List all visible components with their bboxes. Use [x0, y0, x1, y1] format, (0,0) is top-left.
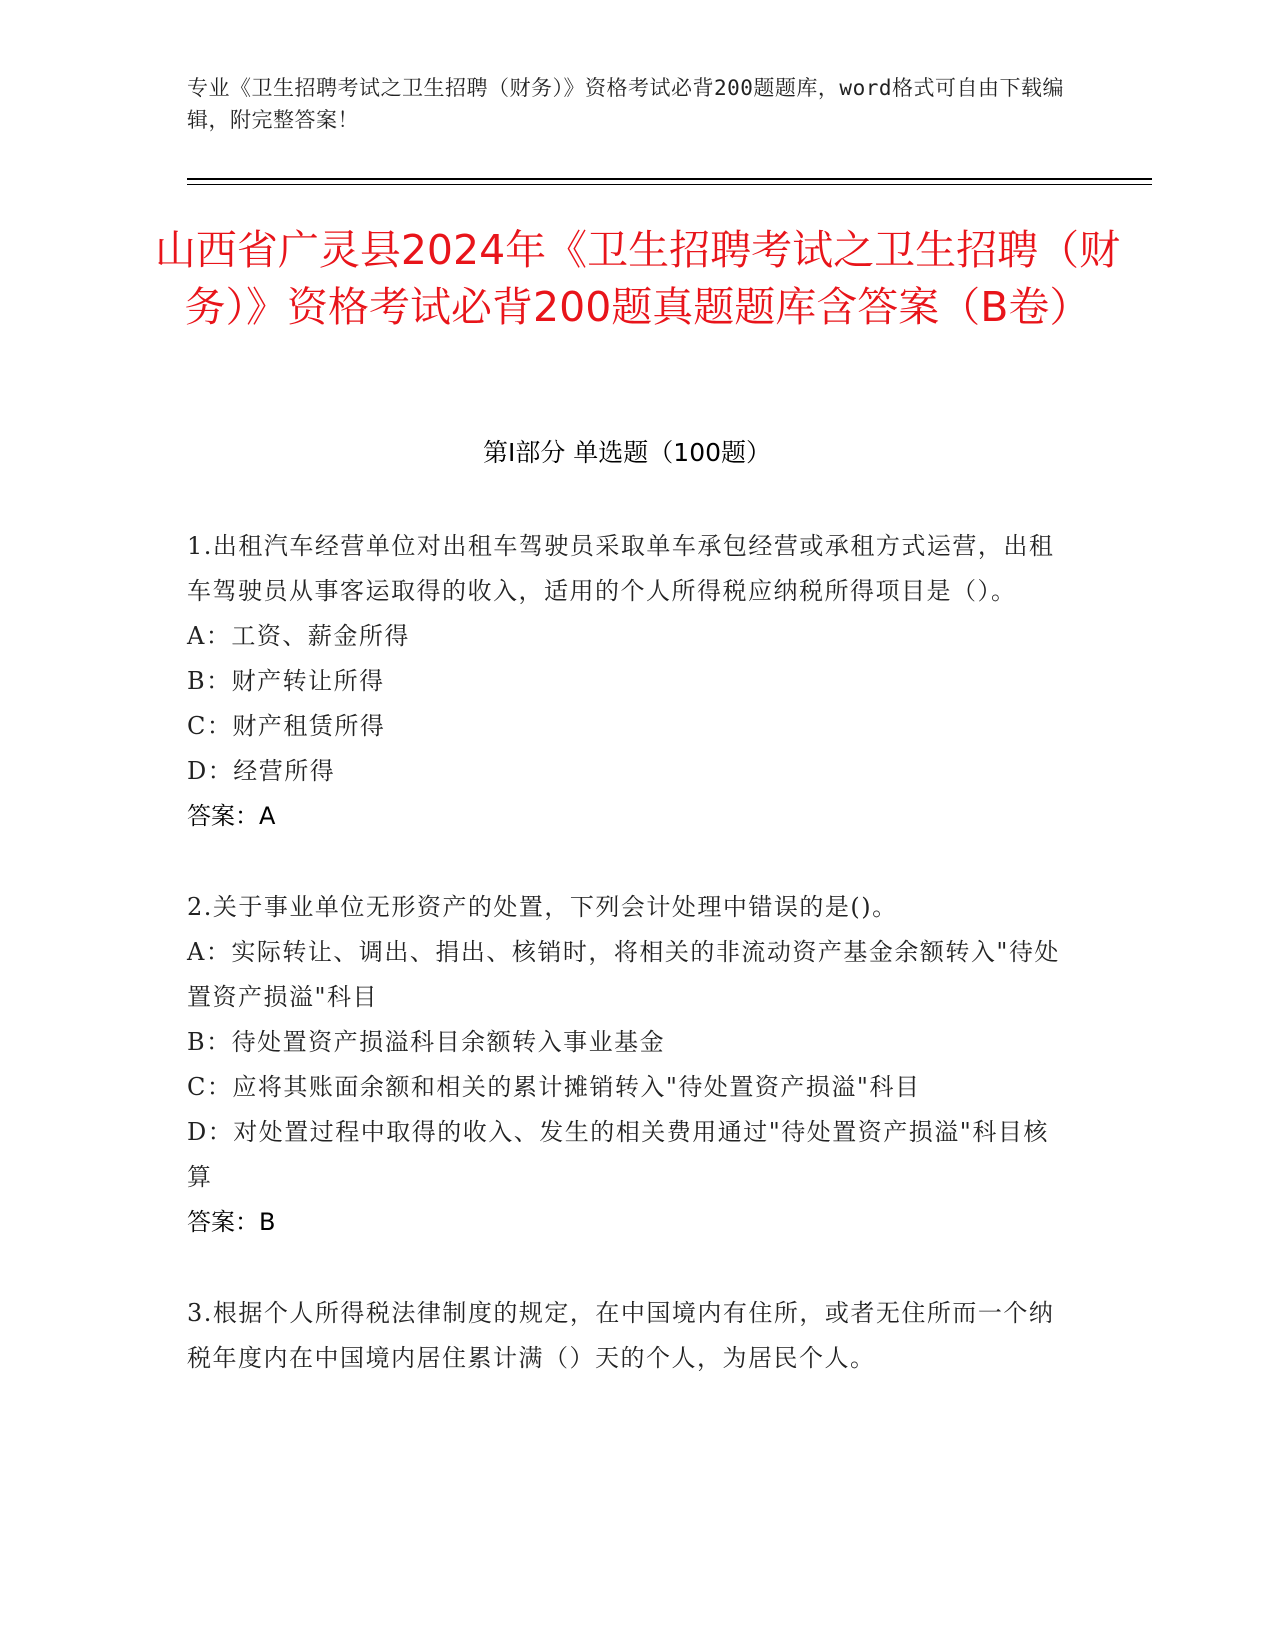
section-title: 第Ⅰ部分 单选题（100题）	[482, 438, 772, 467]
option-c: C：财产租赁所得	[187, 712, 386, 740]
document-title: 山西省广灵县2024年《卫生招聘考试之卫生招聘（财务）》资格考试必背200题真题题库含答案（B卷）	[154, 226, 1121, 331]
question-stem: 1.出租汽车经营单位对出租车驾驶员采取单车承包经营或承租方式运营，出租车驾驶员从事客运取得的收入，适用的个人所得税应纳税所得项目是（）。	[187, 532, 1055, 605]
answer: 答案：B	[187, 1208, 276, 1236]
question-stem: 3.根据个人所得税法律制度的规定，在中国境内有住所，或者无住所而一个纳税年度内在中国境内居住累计满（）天的个人，为居民个人。	[187, 1299, 1055, 1372]
header-divider-thick	[187, 178, 1152, 180]
question-stem: 2.关于事业单位无形资产的处置，下列会计处理中错误的是()。	[187, 893, 898, 921]
option-a: A：工资、薪金所得	[187, 622, 410, 650]
option-d: D：经营所得	[187, 757, 336, 785]
question-2	[187, 885, 1067, 1245]
question-list	[187, 524, 1067, 1427]
question-1	[187, 524, 1067, 839]
header-note: 专业《卫生招聘考试之卫生招聘（财务）》资格考试必背200题题库，word格式可自由下载编辑，附完整答案！	[187, 76, 1064, 132]
question-3	[187, 1291, 1067, 1381]
option-a: A：实际转让、调出、捐出、核销时，将相关的非流动资产基金余额转入"待处置资产损溢"科目	[187, 938, 1060, 1011]
header-divider-thin	[187, 184, 1152, 185]
option-b: B：待处置资产损溢科目余额转入事业基金	[187, 1028, 666, 1056]
option-c: C：应将其账面余额和相关的累计摊销转入"待处置资产损溢"科目	[187, 1073, 921, 1101]
option-d: D：对处置过程中取得的收入、发生的相关费用通过"待处置资产损溢"科目核算	[187, 1118, 1049, 1191]
answer: 答案：A	[187, 802, 276, 830]
option-b: B：财产转让所得	[187, 667, 385, 695]
